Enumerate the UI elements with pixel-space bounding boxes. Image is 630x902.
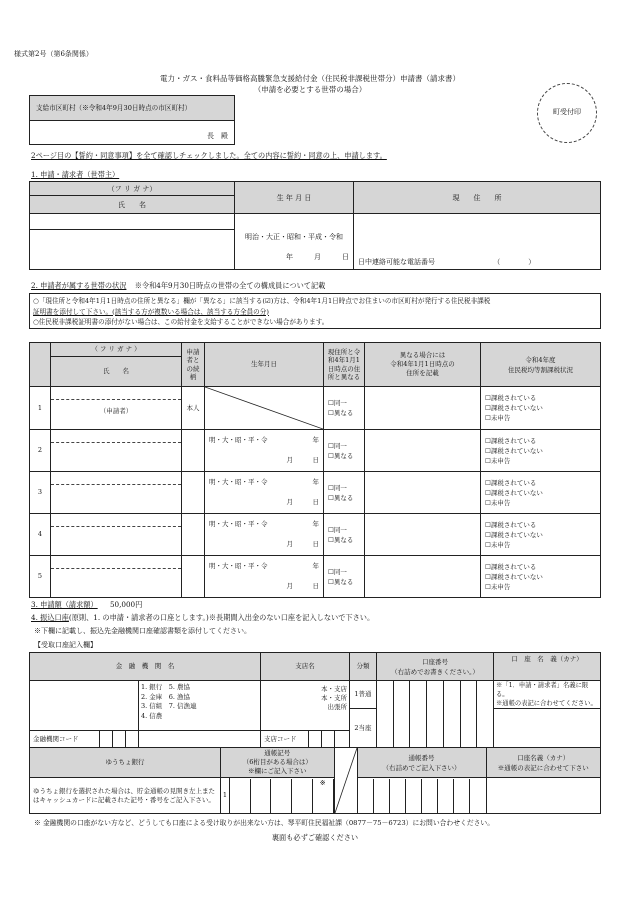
s1-name-header: 氏 名 (30, 196, 235, 214)
branch-type-options[interactable] (261, 681, 350, 731)
bank-name-input[interactable] (30, 681, 139, 731)
hh-tax-header-1: 令和4年度 (525, 355, 556, 364)
hh-diff-addr-input[interactable] (365, 514, 481, 556)
footer-note: ※ 金融機関の口座がない方など、どうしても口座による受け取りが出来ない方は、琴平町住民福祉課（0877－75－6723）にお問い合わせください。 (34, 819, 495, 827)
hh-diff-addr-header (365, 343, 481, 387)
hh-era[interactable]: 明・大・昭・平・令 (209, 436, 268, 444)
branch-type-3[interactable]: 出張所 (327, 703, 347, 711)
hh-furigana-header: （ フ リ ガ ナ ） (51, 343, 182, 357)
section2-heading-wrap (31, 281, 325, 291)
tsucho-kigo-title: 通帳記号 (264, 749, 291, 758)
s1-address-header: 現 住 所 (354, 182, 601, 214)
section1-heading: 1. 申請・請求者（世帯主） (31, 170, 120, 179)
notice-line-1b: 証明書を添付して下さい。(該当する方が複数いる場合は、該当する方全員の分) (33, 307, 269, 316)
acct-no-input[interactable] (377, 681, 494, 748)
not-taxed-checkbox[interactable]: ☐課税されていない (485, 488, 543, 497)
hh-row-5 (30, 556, 601, 598)
tsucho-no-header (357, 748, 486, 778)
reception-stamp-circle (537, 83, 597, 143)
addressee-label: 支給市区町村（※令和4年9月30日時点の市区町村） (30, 96, 234, 121)
hh-rel-header (182, 343, 205, 387)
section4-box-label: 【受取口座記入欄】 (34, 641, 97, 649)
not-taxed-checkbox[interactable]: ☐課税されていない (485, 404, 543, 412)
bank-code-cell[interactable] (30, 731, 261, 748)
hh-furigana-input[interactable] (51, 514, 181, 527)
addressee-suffix: 長 殿 (207, 132, 228, 140)
s1-era-options[interactable]: 明治・大正・昭和・平成・令和 (245, 233, 343, 241)
bank-type-7[interactable]: 7. 信漁連 (168, 702, 197, 710)
s1-furigana-input[interactable] (30, 214, 235, 230)
hh-row-number: 2 (30, 430, 51, 472)
hh-diff-header-3: 日時点の住 (327, 364, 361, 373)
hh-era[interactable]: 明・大・昭・平・令 (209, 478, 268, 486)
yucho-holder-title: 口座名義（カナ） (517, 753, 570, 762)
taxed-checkbox[interactable]: ☐課税されている (485, 478, 537, 487)
holder-input[interactable] (494, 709, 601, 748)
tsucho-kigo-header (221, 748, 335, 778)
s1-phone-paren: （ ） (493, 258, 536, 266)
hh-rel-input[interactable] (182, 556, 205, 598)
bank-type-2[interactable]: 2. 金庫 (141, 692, 163, 701)
acct-no-header (377, 653, 494, 681)
kind-header: 分類 (350, 653, 377, 681)
s1-furigana-header: （フ リ ガ ナ） (30, 182, 235, 196)
section2-heading: 2. 申請者が属する世帯の状況 (31, 281, 127, 290)
notice-line-2: ○住民税非課税証明書の添付がない場合は、この給付金を支給することができない場合があります。 (33, 318, 329, 326)
hh-row-number: 4 (30, 514, 51, 556)
yucho-holder-sub: ※通帳の表記に合わせて下さい (497, 763, 589, 772)
not-taxed-checkbox[interactable]: ☐課税されていない (485, 530, 543, 539)
bank-table (29, 652, 601, 748)
hh-tsuki-hi: 月 日 (286, 498, 319, 506)
reception-stamp-label: 町受付印 (553, 108, 581, 116)
tsucho-no-title: 通帳番号 (408, 753, 435, 762)
footer-back-note: 裏面も必ずご確認ください (271, 833, 359, 842)
hh-rel-input[interactable] (182, 514, 205, 556)
hh-rel-header-2: 者と (186, 356, 200, 364)
hh-nen: 年 (312, 520, 319, 528)
bank-type-5[interactable]: 5. 農協 (168, 683, 191, 691)
holder-note-1: ※「1．申請・請求者」名義に限る。 (496, 682, 589, 698)
hh-tax-header-2: 住民税均等割課税状況 (508, 365, 573, 374)
hh-tsuki-hi: 月 日 (286, 540, 319, 548)
hh-furigana-input[interactable] (51, 387, 181, 400)
hh-era[interactable]: 明・大・昭・平・令 (209, 562, 268, 570)
hh-dob-header: 生年月日 (205, 343, 324, 387)
same-checkbox[interactable]: ☐同一 (328, 441, 347, 450)
diff-checkbox[interactable]: ☐異なる (328, 493, 354, 502)
tsucho-no-input[interactable] (357, 778, 486, 814)
acct-no-sub: （右詰めでお書きください。） (391, 667, 479, 676)
bank-type-6[interactable]: 6. 漁協 (168, 692, 191, 701)
section2-heading-note: ※令和4年9月30日時点の世帯の全ての構成員について記載 (134, 281, 326, 290)
hh-diff-header (324, 343, 365, 387)
tsucho-no-sub: （右詰めでご記入下さい） (382, 763, 461, 772)
applicant-table (29, 181, 601, 270)
addressee-box[interactable] (29, 95, 235, 145)
kind-current[interactable]: 2当座 (350, 709, 377, 748)
section4 (31, 613, 374, 623)
hh-tsuki-hi: 月 日 (286, 456, 319, 464)
section4-note: ※下欄に記載し、振込先金融機関口座確認書類を添付してください。 (34, 627, 251, 635)
acct-no-title: 口座番号 (422, 657, 448, 666)
hh-row1-name: （申請者） (99, 407, 133, 415)
hh-row1-dob-na (205, 387, 324, 430)
hh-row-2 (30, 430, 601, 472)
branch-name-header: 支店名 (261, 653, 350, 681)
diff-checkbox[interactable]: ☐異なる (328, 451, 354, 460)
household-table (29, 342, 601, 598)
same-checkbox[interactable]: ☐同一 (328, 525, 347, 534)
tsucho-kigo-sub2: ※欄にご記入下さい (248, 767, 307, 776)
bank-type-1[interactable]: 1. 銀行 (141, 683, 163, 691)
hh-diff-header-4: 所と異なる (327, 373, 361, 381)
not-filed-checkbox[interactable]: ☐未申告 (485, 498, 511, 507)
hh-diff-addr-input[interactable] (365, 387, 481, 430)
hh-diff-addr-header-2: 令和4年1月1日時点の (390, 360, 455, 368)
hh-row1-rel: 本人 (182, 387, 205, 430)
s1-dob-header: 生 年 月 日 (235, 182, 354, 214)
branch-type-2[interactable]: 本・支所 (321, 694, 347, 702)
hh-diff-header-1: 現住所と令 (327, 347, 361, 356)
s1-address-input[interactable] (354, 214, 601, 270)
form-subtitle: （申請を必要とする世帯の場合） (253, 85, 367, 94)
branch-type-1[interactable]: 本・支店 (321, 685, 347, 693)
hh-diff-addr-input[interactable] (365, 556, 481, 598)
s1-phone-label: 日中連絡可能な電話番号 (358, 258, 435, 266)
bank-name-header: 金 融 機 関 名 (30, 653, 261, 681)
yucho-holder-input[interactable] (486, 778, 600, 814)
hh-nen: 年 (312, 478, 319, 486)
hh-row-number: 1 (30, 387, 51, 430)
diff-checkbox[interactable]: ☐異なる (328, 577, 354, 586)
hh-diff-addr-input[interactable] (365, 472, 481, 514)
hh-row-3 (30, 472, 601, 514)
hh-row-number: 5 (30, 556, 51, 598)
section4-heading-rest: (原則、1. の申請・請求者の口座とします。)※長期間入出金のない口座を記入しないで下さい。 (68, 613, 375, 622)
not-filed-checkbox[interactable]: ☐未申告 (485, 456, 511, 465)
yucho-note: ゆうちょ銀行を選択された場合は、貯金通帳の見開き左上またはキャッシュカードに記載された記号・番号をご記入下さい。 (30, 778, 221, 814)
confirm-note: 2ページ目の【誓約・同意事項】を全て確認しチェックしました。全ての内容に誓約・同意の上、申請します。 (31, 151, 387, 160)
bank-type-4[interactable]: 4. 信農 (141, 711, 163, 720)
yucho-divider (334, 748, 357, 814)
not-taxed-checkbox[interactable]: ☐課税されていない (485, 572, 543, 581)
hh-tax-header (481, 343, 601, 387)
hh-rel-header-4: 柄 (189, 373, 197, 381)
hh-diff-addr-input[interactable] (365, 430, 481, 472)
hh-diff-addr-header-1: 異なる場合には (399, 351, 446, 359)
form-title: 電力・ガス・食料品等価格高騰緊急支援給付金（住民税非課税世帯分）申請書（請求書） (160, 74, 460, 83)
notice-box (29, 293, 601, 329)
same-checkbox[interactable]: ☐同一 (328, 567, 347, 576)
hh-no-header (30, 343, 51, 387)
bank-type-3[interactable]: 3. 信組 (141, 702, 163, 710)
bank-code-label: 金融機関コード (33, 734, 79, 743)
branch-code-label: 支店コード (264, 734, 297, 743)
branch-code-cell[interactable] (261, 731, 350, 748)
not-taxed-checkbox[interactable]: ☐課税されていない (485, 446, 543, 455)
bank-type-options[interactable] (139, 681, 261, 731)
yucho-holder-header (486, 748, 600, 778)
yucho-header: ゆうちょ銀行 (30, 748, 221, 778)
hh-row-1 (30, 387, 601, 430)
holder-note-2: ※通帳の表記に合わせてください。 (496, 700, 597, 707)
s1-ymd: 年 月 日 (286, 253, 349, 261)
tsucho-kigo-input[interactable] (230, 778, 335, 814)
taxed-checkbox[interactable]: ☐課税されている (485, 394, 537, 402)
hh-furigana-input[interactable] (51, 430, 181, 443)
hh-name-header: 氏 名 (51, 357, 182, 387)
not-filed-checkbox[interactable]: ☐未申告 (485, 540, 511, 549)
section3-heading: 3. 申請額（請求額） (31, 600, 98, 609)
same-checkbox[interactable]: ☐同一 (328, 399, 347, 407)
section3-amount: 50,000円 (109, 600, 143, 609)
hh-nen: 年 (312, 436, 319, 444)
holder-notes (494, 681, 601, 709)
form-number: 様式第2号（第6条関係） (14, 50, 93, 58)
hh-row-number: 3 (30, 472, 51, 514)
hh-diff-addr-header-3: 住所を記載 (406, 369, 439, 377)
taxed-checkbox[interactable]: ☐課税されている (485, 436, 537, 445)
hh-row-4 (30, 514, 601, 556)
section4-heading: 4. 振込口座 (31, 613, 69, 622)
not-filed-checkbox[interactable]: ☐未申告 (485, 582, 511, 591)
hh-rel-input[interactable] (182, 472, 205, 514)
kind-ordinary[interactable]: 1普通 (350, 681, 377, 709)
diff-checkbox[interactable]: ☐異なる (328, 409, 354, 417)
not-filed-checkbox[interactable]: ☐未申告 (485, 414, 511, 422)
diagonal-strike (205, 387, 323, 429)
hh-tsuki-hi: 月 日 (286, 582, 319, 590)
hh-diff-header-2: 和4年1月1 (328, 356, 360, 364)
hh-rel-header-1: 申請 (186, 347, 200, 356)
tsucho-kigo-digit1: 1 (221, 778, 230, 814)
notice-line-1: ○「現住所と令和4年1月1日時点の住所と異なる」欄が「異なる」に該当する(☑)方は、令和4年1月1日時点でお住まいの市区町村が発行する住民税非課税 (33, 297, 491, 305)
diagonal-strike (335, 748, 357, 813)
hh-rel-header-3: の続 (186, 364, 200, 373)
diff-checkbox[interactable]: ☐異なる (328, 535, 354, 544)
hh-rel-input[interactable] (182, 430, 205, 472)
tsucho-kigo-sub1: （6桁目がある場合は） (242, 758, 312, 767)
yucho-table (29, 747, 601, 814)
hh-furigana-input[interactable] (51, 472, 181, 485)
s1-name-input[interactable] (30, 230, 235, 270)
same-checkbox[interactable]: ☐同一 (328, 483, 347, 492)
taxed-checkbox[interactable]: ☐課税されている (485, 520, 537, 529)
hh-furigana-input[interactable] (51, 556, 181, 569)
tsucho-kigo-asterisk: ※ (313, 779, 334, 813)
hh-era[interactable]: 明・大・昭・平・令 (209, 520, 268, 528)
section3 (31, 600, 142, 610)
hh-nen: 年 (312, 562, 319, 570)
taxed-checkbox[interactable]: ☐課税されている (485, 562, 537, 571)
holder-header: 口 座 名 義（カナ） (494, 653, 601, 681)
